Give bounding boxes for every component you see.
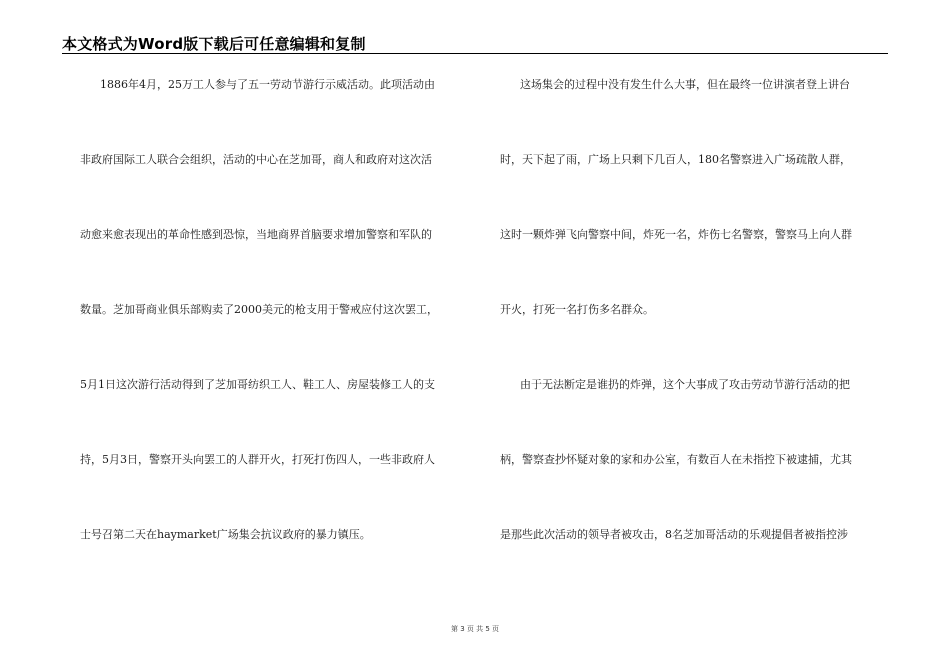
left-line-7: 士号召第二天在haymarket广场集会抗议政府的暴力镇压。 xyxy=(80,528,371,541)
left-line-5: 5月1日这次游行活动得到了芝加哥纺织工人、鞋工人、房屋装修工人的支 xyxy=(80,378,435,391)
header-divider xyxy=(62,53,888,54)
left-line-3: 动愈来愈表现出的革命性感到恐惊，当地商界首脑要求增加警察和军队的 xyxy=(80,228,432,241)
left-line-4: 数量。芝加哥商业俱乐部购卖了2000美元的枪支用于警戒应付这次罢工， xyxy=(80,303,438,316)
left-line-1: 1886年4月，25万工人参与了五一劳动节游行示威活动。此项活动由 xyxy=(100,78,435,91)
right-line-3: 这时一颗炸弹飞向警察中间，炸死一名，炸伤七名警察，警察马上向人群 xyxy=(500,228,852,241)
page-number-footer: 第 3 页 共 5 页 xyxy=(450,625,500,633)
right-line-7: 是那些此次活动的领导者被攻击，8名芝加哥活动的乐观提倡者被指控涉 xyxy=(500,528,848,541)
right-line-5: 由于无法断定是谁扔的炸弹，这个大事成了攻击劳动节游行活动的把 xyxy=(520,378,850,391)
right-line-4: 开火，打死一名打伤多名群众。 xyxy=(500,303,654,316)
left-line-2: 非政府国际工人联合会组织，活动的中心在芝加哥，商人和政府对这次活 xyxy=(80,153,432,166)
right-line-1: 这场集会的过程中没有发生什么大事，但在最终一位讲演者登上讲台 xyxy=(520,78,850,91)
left-line-6: 持，5月3日，警察开头向罢工的人群开火，打死打伤四人，一些非政府人 xyxy=(80,453,435,466)
document-header-title: 本文格式为Word版下载后可任意编辑和复制 xyxy=(62,35,366,53)
right-line-6: 柄，警察查抄怀疑对象的家和办公室，有数百人在未指控下被逮捕，尤其 xyxy=(500,453,852,466)
right-line-2: 时，天下起了雨，广场上只剩下几百人，180名警察进入广场疏散人群， xyxy=(500,153,851,166)
